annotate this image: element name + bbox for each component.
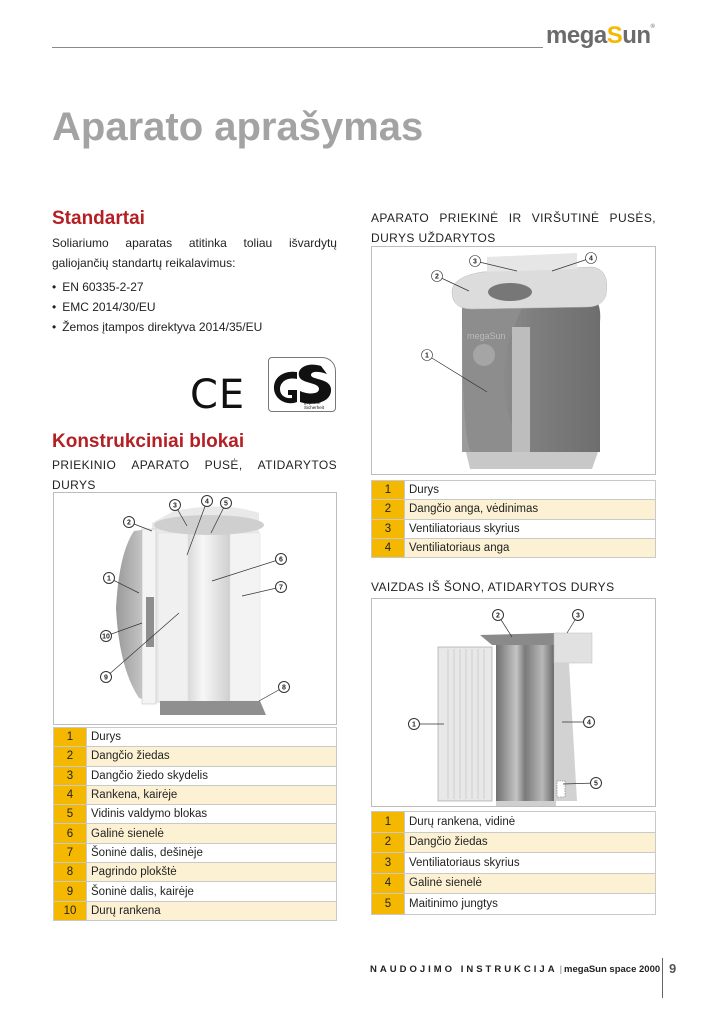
- callout-number: 8: [282, 684, 286, 692]
- footer-divider: [662, 958, 663, 998]
- ce-mark-icon: CE: [190, 372, 246, 418]
- table-row: [54, 843, 337, 862]
- legend-number: 5: [54, 805, 87, 824]
- header-rule: [52, 47, 543, 48]
- table-row: [372, 894, 656, 915]
- standards-intro-line2: galiojančių standartų reikalavimus:: [52, 256, 236, 270]
- legend-number: 1: [54, 728, 87, 747]
- table-row: [372, 832, 656, 853]
- logo-text-un: un: [622, 22, 651, 49]
- legend-label: Pagrindo plokštė: [87, 863, 337, 882]
- legend-number: 2: [54, 747, 87, 766]
- callout-number: 5: [594, 780, 598, 788]
- footer-doc-label: NAUDOJIMO INSTRUKCIJA: [370, 964, 558, 975]
- logo-text-mega: mega: [546, 22, 607, 49]
- legend-label: Durų rankena: [87, 901, 337, 920]
- callout-number: 1: [425, 352, 429, 360]
- table-row: [372, 500, 656, 519]
- legend-number: 8: [54, 863, 87, 882]
- standard-item: • Žemos įtampos direktyva 2014/35/EU: [52, 317, 262, 337]
- figure-front-top-closed: [371, 246, 656, 475]
- word: APARATO: [131, 458, 190, 472]
- legend-number: 6: [54, 824, 87, 843]
- svg-text:Sicherheit: Sicherheit: [304, 405, 325, 410]
- front-top-subtitle-line1: [371, 208, 656, 228]
- table-row: [372, 812, 656, 833]
- legend-label: Ventiliatoriaus skyrius: [405, 853, 656, 874]
- side-view-subtitle: VAIZDAS IŠ ŠONO, ATIDARYTOS DURYS: [371, 580, 615, 594]
- legend-number: 2: [372, 500, 405, 519]
- word: PRIEKINĖ: [439, 211, 499, 225]
- table-row: [54, 785, 337, 804]
- page-title: Aparato aprašymas: [52, 105, 424, 149]
- callout-number: 1: [107, 575, 111, 583]
- standards-intro: [52, 233, 337, 273]
- word: VIRŠUTINĖ: [531, 211, 600, 225]
- front-top-subtitle: [371, 208, 656, 248]
- word: IR: [508, 211, 522, 225]
- callout-number: 3: [173, 502, 177, 510]
- table-row: [54, 805, 337, 824]
- table-row: [54, 824, 337, 843]
- word: Soliariumo: [52, 236, 109, 250]
- standard-item: • EN 60335-2-27: [52, 277, 262, 297]
- legend-number: 4: [372, 538, 405, 557]
- legend-number: 1: [372, 481, 405, 500]
- standards-heading: Standartai: [52, 208, 145, 229]
- megasun-logo: [546, 22, 654, 50]
- solarium-open-illustration: [54, 493, 337, 725]
- standards-list: [52, 277, 262, 337]
- table-row: [54, 747, 337, 766]
- legend-label: Maitinimo jungtys: [405, 894, 656, 915]
- callout-2: [493, 610, 513, 638]
- footer-separator: |: [559, 964, 563, 975]
- construction-legend-table: [53, 727, 337, 921]
- legend-label: Ventiliatoriaus skyrius: [405, 519, 656, 538]
- legend-number: 9: [54, 882, 87, 901]
- legend-number: 7: [54, 843, 87, 862]
- legend-label: Šoninė dalis, dešinėje: [87, 843, 337, 862]
- legend-number: 4: [372, 873, 405, 894]
- legend-number: 4: [54, 785, 87, 804]
- legend-label: Durų rankena, vidinė: [405, 812, 656, 833]
- legend-number: 10: [54, 901, 87, 920]
- gs-mark-icon: [268, 357, 336, 412]
- construction-subtitle-line2: DURYS: [52, 478, 96, 492]
- word: PRIEKINIO: [52, 458, 117, 472]
- construction-heading: Konstrukciniai blokai: [52, 431, 245, 452]
- word: PUSĖ,: [204, 458, 243, 472]
- callout-number: 10: [102, 633, 110, 641]
- legend-label: Dangčio anga, vėdinimas: [405, 500, 656, 519]
- front-top-subtitle-line2: DURYS UŽDARYTOS: [371, 231, 496, 245]
- legend-number: 3: [54, 766, 87, 785]
- legend-label: Rankena, kairėje: [87, 785, 337, 804]
- callout-3: [567, 610, 584, 634]
- legend-label: Galinė sienelė: [87, 824, 337, 843]
- side-view-legend-table: [371, 811, 656, 915]
- word: toliau: [243, 236, 273, 250]
- word: PUSĖS,: [609, 211, 656, 225]
- table-row: [54, 901, 337, 920]
- table-row: [54, 728, 337, 747]
- table-row: [54, 863, 337, 882]
- svg-text:geprüfte: geprüfte: [304, 400, 321, 405]
- standard-item: • EMC 2014/30/EU: [52, 297, 262, 317]
- callout-number: 3: [473, 258, 477, 266]
- table-row: [372, 873, 656, 894]
- legend-label: Dangčio žiedas: [405, 832, 656, 853]
- standards-intro-line1: [52, 233, 337, 253]
- legend-label: Ventiliatoriaus anga: [405, 538, 656, 557]
- table-row: [372, 481, 656, 500]
- legend-label: Dangčio žiedo skydelis: [87, 766, 337, 785]
- table-row: [54, 766, 337, 785]
- table-row: [372, 519, 656, 538]
- table-row: [372, 538, 656, 557]
- legend-label: Durys: [87, 728, 337, 747]
- legend-number: 2: [372, 832, 405, 853]
- legend-label: Durys: [405, 481, 656, 500]
- callout-number: 2: [127, 519, 131, 527]
- callout-number: 4: [205, 498, 209, 506]
- callout-number: 3: [576, 612, 580, 620]
- word: APARATO: [371, 211, 430, 225]
- callout-number: 7: [279, 584, 283, 592]
- word: aparatas: [125, 236, 173, 250]
- logo-text-s: S: [606, 22, 623, 49]
- legend-label: Vidinis valdymo blokas: [87, 805, 337, 824]
- registered-mark: ®: [650, 24, 655, 30]
- callout-number: 5: [224, 500, 228, 508]
- callout-number: 9: [104, 674, 108, 682]
- word: atitinka: [188, 236, 227, 250]
- callout-number: 6: [279, 556, 283, 564]
- footer-text: [370, 964, 660, 975]
- page-number: 9: [669, 961, 677, 976]
- callout-number: 2: [496, 612, 500, 620]
- legend-number: 1: [372, 812, 405, 833]
- table-row: [372, 853, 656, 874]
- legend-label: Šoninė dalis, kairėje: [87, 882, 337, 901]
- construction-subtitle-line1: [52, 455, 337, 475]
- solarium-side-illustration: [372, 599, 656, 807]
- figure-front-open: [53, 492, 337, 725]
- figure-brand-text: megaSun: [467, 331, 506, 341]
- callout-number: 4: [587, 719, 591, 727]
- construction-subtitle: [52, 455, 337, 495]
- callout-number: 2: [435, 273, 439, 281]
- callout-number: 4: [589, 255, 593, 263]
- figure-side-open: [371, 598, 656, 807]
- solarium-closed-illustration: [372, 247, 656, 475]
- legend-label: Dangčio žiedas: [87, 747, 337, 766]
- word: išvardytų: [288, 236, 337, 250]
- legend-number: 3: [372, 519, 405, 538]
- callout-8: [259, 682, 290, 702]
- legend-label: Galinė sienelė: [405, 873, 656, 894]
- table-row: [54, 882, 337, 901]
- legend-number: 3: [372, 853, 405, 874]
- word: ATIDARYTOS: [257, 458, 337, 472]
- legend-number: 5: [372, 894, 405, 915]
- front-top-legend-table: [371, 480, 656, 558]
- callout-number: 1: [412, 721, 416, 729]
- footer-product: megaSun space 2000: [564, 964, 661, 975]
